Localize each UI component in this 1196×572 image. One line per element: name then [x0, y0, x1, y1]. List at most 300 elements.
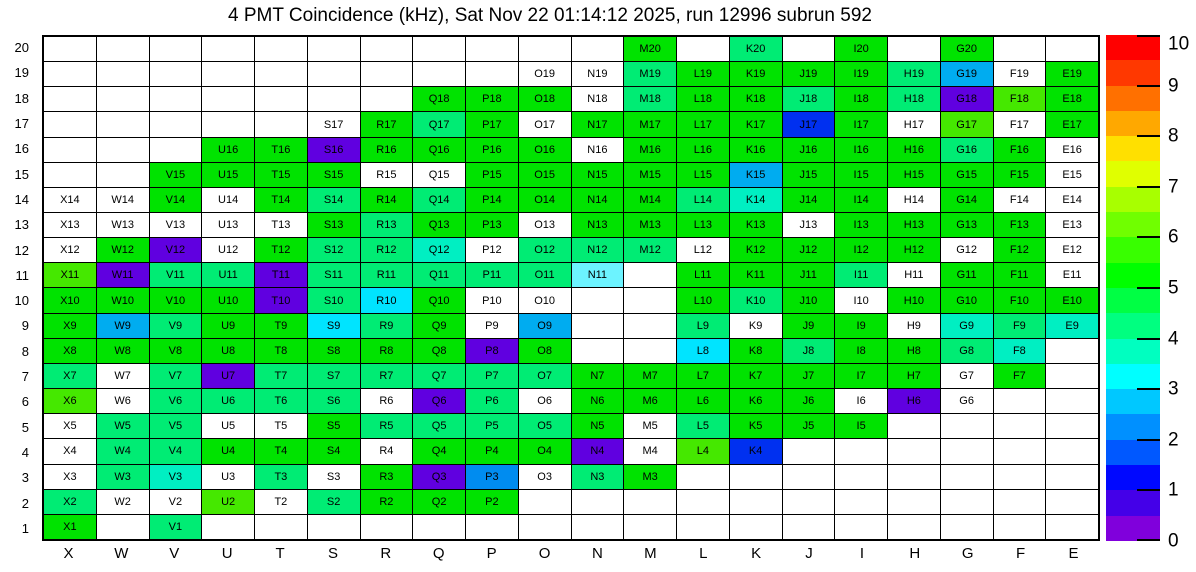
x-axis-tick-label: I	[859, 545, 865, 562]
grid-cell: F9	[994, 314, 1046, 338]
grid-cell	[519, 515, 571, 539]
colorbar-tick	[1137, 135, 1160, 137]
grid-cell: U6	[202, 389, 254, 413]
y-axis-tick-label: 7	[21, 369, 29, 385]
grid-cell: H8	[888, 339, 940, 363]
x-axis-tick-label: J	[805, 545, 813, 562]
grid-cell: R17	[361, 112, 413, 136]
grid-cell: W3	[97, 465, 149, 489]
colorbar-tick	[1137, 489, 1160, 491]
grid-cell	[888, 465, 940, 489]
grid-cell: V8	[150, 339, 202, 363]
grid-cell: K14	[730, 188, 782, 212]
grid-cell: Q15	[413, 163, 465, 187]
grid-cell	[994, 414, 1046, 438]
grid-cell: H7	[888, 364, 940, 388]
grid-cell: O7	[519, 364, 571, 388]
grid-cell: S10	[308, 288, 360, 312]
grid-cell: U3	[202, 465, 254, 489]
grid-cell: X14	[44, 188, 96, 212]
grid-cell: G12	[941, 238, 993, 262]
grid-cell	[1046, 465, 1098, 489]
x-axis-tick-label: X	[63, 545, 74, 562]
y-axis-tick-label: 9	[21, 318, 29, 334]
grid-cell	[97, 62, 149, 86]
grid-cell: E16	[1046, 138, 1098, 162]
grid-cell: S5	[308, 414, 360, 438]
y-axis-tick-label: 2	[21, 495, 29, 511]
grid-cell: R5	[361, 414, 413, 438]
grid-cell: G17	[941, 112, 993, 136]
grid-cell: I20	[835, 37, 887, 61]
grid-cell	[572, 288, 624, 312]
grid-cell: U10	[202, 288, 254, 312]
grid-cell: M3	[624, 465, 676, 489]
grid-cell	[783, 439, 835, 463]
x-axis-tick-label: T	[275, 545, 285, 562]
grid-cell: R15	[361, 163, 413, 187]
grid-cell	[202, 87, 254, 111]
grid-cell: M14	[624, 188, 676, 212]
figure-title: 4 PMT Coincidence (kHz), Sat Nov 22 01:14:12 2025, run 12996 subrun 592	[228, 5, 872, 26]
grid-cell: O12	[519, 238, 571, 262]
grid-cell	[783, 37, 835, 61]
grid-cell: I14	[835, 188, 887, 212]
grid-cell: W6	[97, 389, 149, 413]
grid-cell	[941, 490, 993, 514]
grid-cell	[1046, 389, 1098, 413]
grid-cell: R7	[361, 364, 413, 388]
grid-cell	[202, 515, 254, 539]
grid-cell: P2	[466, 490, 518, 514]
y-axis-tick-label: 18	[14, 90, 29, 106]
grid-cell: P13	[466, 213, 518, 237]
grid-cell: K9	[730, 314, 782, 338]
grid-cell	[97, 87, 149, 111]
colorbar-tick	[1137, 236, 1160, 238]
grid-cell: X6	[44, 389, 96, 413]
grid-cell: M5	[624, 414, 676, 438]
grid-cell	[150, 62, 202, 86]
grid-cell	[44, 37, 96, 61]
colorbar-tick	[1137, 35, 1160, 37]
grid-cell	[519, 490, 571, 514]
colorbar-tick	[1137, 539, 1160, 541]
grid-cell	[97, 163, 149, 187]
grid-cell: N3	[572, 465, 624, 489]
grid-cell: X1	[44, 515, 96, 539]
grid-cell: T9	[255, 314, 307, 338]
grid-cell: R16	[361, 138, 413, 162]
grid-cell: U8	[202, 339, 254, 363]
grid-cell	[202, 112, 254, 136]
grid-cell	[888, 515, 940, 539]
grid-cell: S11	[308, 263, 360, 287]
grid-cell: V4	[150, 439, 202, 463]
grid-cell: W8	[97, 339, 149, 363]
grid-cell: P12	[466, 238, 518, 262]
grid-cell: F16	[994, 138, 1046, 162]
grid-cell: M17	[624, 112, 676, 136]
grid-cell: E11	[1046, 263, 1098, 287]
grid-cell: Q14	[413, 188, 465, 212]
grid-cell: J19	[783, 62, 835, 86]
grid-cell: J13	[783, 213, 835, 237]
grid-cell: E9	[1046, 314, 1098, 338]
grid-cell	[97, 112, 149, 136]
grid-cell: N5	[572, 414, 624, 438]
grid-cell: S2	[308, 490, 360, 514]
grid-cell: I9	[835, 314, 887, 338]
grid-cell	[941, 465, 993, 489]
grid-cell: N19	[572, 62, 624, 86]
grid-cell: L14	[677, 188, 729, 212]
grid-cell: L6	[677, 389, 729, 413]
grid-cell: S7	[308, 364, 360, 388]
colorbar-tick	[1137, 287, 1160, 289]
grid-cell: K12	[730, 238, 782, 262]
grid-cell: K5	[730, 414, 782, 438]
grid-cell: P8	[466, 339, 518, 363]
grid-cell: X9	[44, 314, 96, 338]
grid-cell	[835, 465, 887, 489]
grid-cell: W4	[97, 439, 149, 463]
grid-cell: N11	[572, 263, 624, 287]
grid-cell: Q3	[413, 465, 465, 489]
grid-cell: P18	[466, 87, 518, 111]
grid-cell: H9	[888, 314, 940, 338]
grid-cell: R3	[361, 465, 413, 489]
grid-cell: L4	[677, 439, 729, 463]
grid-cell: Q6	[413, 389, 465, 413]
grid-cell: W10	[97, 288, 149, 312]
colorbar-tick-value: 1	[1168, 479, 1179, 501]
grid-cell: V13	[150, 213, 202, 237]
y-axis-tick-label: 12	[14, 242, 29, 258]
grid-cell: V14	[150, 188, 202, 212]
grid-cell: W5	[97, 414, 149, 438]
colorbar-tick	[1137, 388, 1160, 390]
grid-cell: P5	[466, 414, 518, 438]
grid-cell: G10	[941, 288, 993, 312]
grid-cell	[150, 138, 202, 162]
grid-cell: G18	[941, 87, 993, 111]
grid-cell	[202, 37, 254, 61]
grid-cell: G6	[941, 389, 993, 413]
grid-cell	[361, 515, 413, 539]
grid-cell: N4	[572, 439, 624, 463]
grid-cell: U11	[202, 263, 254, 287]
grid-cell	[994, 389, 1046, 413]
grid-cell	[888, 37, 940, 61]
grid-cell: K13	[730, 213, 782, 237]
grid-cell: M18	[624, 87, 676, 111]
grid-cell: F12	[994, 238, 1046, 262]
grid-cell: I10	[835, 288, 887, 312]
grid-cell: X3	[44, 465, 96, 489]
grid-cell: N6	[572, 389, 624, 413]
grid-cell	[730, 515, 782, 539]
grid-cell	[150, 112, 202, 136]
grid-cell	[994, 439, 1046, 463]
y-axis-tick-label: 10	[14, 293, 29, 309]
grid-cell: L5	[677, 414, 729, 438]
y-axis-tick-label: 4	[21, 444, 29, 460]
y-axis-labels	[0, 35, 36, 541]
grid-cell	[466, 62, 518, 86]
grid-cell: O17	[519, 112, 571, 136]
grid-cell: V12	[150, 238, 202, 262]
grid-cell	[44, 112, 96, 136]
colorbar-tick-value: 5	[1168, 277, 1179, 299]
grid-cell	[994, 465, 1046, 489]
grid-cell: I16	[835, 138, 887, 162]
grid-cell	[361, 87, 413, 111]
grid-cell	[361, 37, 413, 61]
grid-cell	[308, 62, 360, 86]
grid-cell: P17	[466, 112, 518, 136]
grid-cell: Q9	[413, 314, 465, 338]
grid-cell	[624, 263, 676, 287]
grid-cell: L8	[677, 339, 729, 363]
grid-cell: L16	[677, 138, 729, 162]
grid-cell: W2	[97, 490, 149, 514]
colorbar-tick	[1137, 439, 1160, 441]
grid-cell: J11	[783, 263, 835, 287]
grid-cell	[730, 465, 782, 489]
grid-cell: Q13	[413, 213, 465, 237]
y-axis-tick-label: 20	[14, 40, 29, 56]
grid-cell: K18	[730, 87, 782, 111]
grid-cell: K7	[730, 364, 782, 388]
x-axis-tick-label: P	[486, 545, 497, 562]
grid-cell	[572, 314, 624, 338]
grid-cell: J10	[783, 288, 835, 312]
grid-cell: P10	[466, 288, 518, 312]
grid-cell: O3	[519, 465, 571, 489]
grid-cell: X7	[44, 364, 96, 388]
colorbar-tick-value: 7	[1168, 176, 1179, 198]
grid-cell: Q12	[413, 238, 465, 262]
grid-cell	[624, 490, 676, 514]
grid-cell: K8	[730, 339, 782, 363]
grid-cell	[1046, 515, 1098, 539]
grid-cell	[308, 37, 360, 61]
grid-cell: G15	[941, 163, 993, 187]
grid-cell: V5	[150, 414, 202, 438]
colorbar-tick-value: 10	[1168, 33, 1190, 55]
grid-cell: Q17	[413, 112, 465, 136]
grid-cell: G19	[941, 62, 993, 86]
grid-cell: L9	[677, 314, 729, 338]
grid-cell: U9	[202, 314, 254, 338]
grid-cell	[994, 490, 1046, 514]
grid-cell: T12	[255, 238, 307, 262]
grid-cell: T4	[255, 439, 307, 463]
x-axis-tick-label: S	[327, 545, 338, 562]
grid-cell: S12	[308, 238, 360, 262]
grid-cell	[44, 87, 96, 111]
grid-cell: U7	[202, 364, 254, 388]
grid-cell: U13	[202, 213, 254, 237]
grid-cell	[572, 490, 624, 514]
grid-cell: T16	[255, 138, 307, 162]
y-axis-tick-label: 11	[15, 267, 29, 283]
grid-cell	[624, 339, 676, 363]
colorbar-tick-value: 4	[1168, 328, 1179, 350]
grid-cell: J15	[783, 163, 835, 187]
grid-cell: M15	[624, 163, 676, 187]
grid-cell	[255, 515, 307, 539]
grid-cell: X8	[44, 339, 96, 363]
grid-cell: L10	[677, 288, 729, 312]
grid-cell: I7	[835, 364, 887, 388]
grid-cell: V3	[150, 465, 202, 489]
grid-cell: N15	[572, 163, 624, 187]
x-axis-tick-label: M	[644, 545, 657, 562]
grid-cell: Q7	[413, 364, 465, 388]
grid-cell	[466, 37, 518, 61]
grid-cell: H18	[888, 87, 940, 111]
grid-cell: X11	[44, 263, 96, 287]
grid-cell: I18	[835, 87, 887, 111]
grid-cell: Q4	[413, 439, 465, 463]
grid-cell: T10	[255, 288, 307, 312]
grid-cell: R6	[361, 389, 413, 413]
x-axis-labels	[42, 545, 1100, 565]
y-axis-tick-label: 14	[14, 191, 29, 207]
grid-cell	[677, 465, 729, 489]
grid-cell: O6	[519, 389, 571, 413]
grid-cell: R14	[361, 188, 413, 212]
grid-cell: K17	[730, 112, 782, 136]
grid-cell: P16	[466, 138, 518, 162]
grid-cell	[624, 288, 676, 312]
grid-cell: M16	[624, 138, 676, 162]
y-axis-tick-label: 17	[14, 116, 29, 132]
grid-cell: S15	[308, 163, 360, 187]
grid-cell	[941, 515, 993, 539]
grid-cell: N16	[572, 138, 624, 162]
grid-cell: J18	[783, 87, 835, 111]
grid-cell	[888, 490, 940, 514]
colorbar-tick	[1137, 85, 1160, 87]
grid-cell: T14	[255, 188, 307, 212]
grid-cell: M7	[624, 364, 676, 388]
grid-cell: H10	[888, 288, 940, 312]
grid-cell: K20	[730, 37, 782, 61]
grid-cell: J9	[783, 314, 835, 338]
grid-cell: O18	[519, 87, 571, 111]
grid-cell: G20	[941, 37, 993, 61]
grid-cell: W9	[97, 314, 149, 338]
grid-cell: J12	[783, 238, 835, 262]
grid-cell: U12	[202, 238, 254, 262]
grid-cell: O8	[519, 339, 571, 363]
grid-cell: L11	[677, 263, 729, 287]
colorbar-tick	[1137, 186, 1160, 188]
grid-cell	[572, 37, 624, 61]
grid-cell: J7	[783, 364, 835, 388]
grid-cell: I12	[835, 238, 887, 262]
y-axis-tick-label: 13	[14, 217, 29, 233]
grid-cell: S4	[308, 439, 360, 463]
grid-cell: O5	[519, 414, 571, 438]
grid-cell	[44, 62, 96, 86]
grid-cell: Q10	[413, 288, 465, 312]
grid-cell: U5	[202, 414, 254, 438]
grid-cell: I15	[835, 163, 887, 187]
grid-cell: Q8	[413, 339, 465, 363]
grid-cell: Q2	[413, 490, 465, 514]
grid-cell: T3	[255, 465, 307, 489]
grid-cell: K19	[730, 62, 782, 86]
grid-cell: I17	[835, 112, 887, 136]
grid-cell: N13	[572, 213, 624, 237]
grid-cell: G14	[941, 188, 993, 212]
grid-cell: V1	[150, 515, 202, 539]
grid-cell: H6	[888, 389, 940, 413]
grid-cell: T5	[255, 414, 307, 438]
grid-cell	[413, 62, 465, 86]
grid-cell: S6	[308, 389, 360, 413]
grid-cell: P3	[466, 465, 518, 489]
grid-cell	[1046, 490, 1098, 514]
grid-cell	[835, 490, 887, 514]
heatmap-grid	[42, 35, 1100, 541]
grid-cell: K15	[730, 163, 782, 187]
grid-cell: J14	[783, 188, 835, 212]
grid-cell	[466, 515, 518, 539]
grid-cell	[941, 414, 993, 438]
grid-cell: X5	[44, 414, 96, 438]
grid-cell	[677, 515, 729, 539]
grid-cell: O11	[519, 263, 571, 287]
grid-cell	[888, 439, 940, 463]
grid-cell: K10	[730, 288, 782, 312]
grid-cell: J6	[783, 389, 835, 413]
grid-cell: J8	[783, 339, 835, 363]
x-axis-tick-label: R	[380, 545, 392, 562]
grid-cell	[1046, 414, 1098, 438]
grid-cell	[413, 515, 465, 539]
x-axis-tick-label: N	[592, 545, 603, 562]
grid-cell: U2	[202, 490, 254, 514]
grid-cell: P9	[466, 314, 518, 338]
x-axis-tick-label: K	[751, 545, 762, 562]
grid-cell: O16	[519, 138, 571, 162]
grid-cell: T11	[255, 263, 307, 287]
y-axis-tick-label: 5	[21, 419, 29, 435]
grid-cell: R9	[361, 314, 413, 338]
grid-cell: U4	[202, 439, 254, 463]
grid-cell	[783, 515, 835, 539]
grid-cell: M20	[624, 37, 676, 61]
grid-cell: P14	[466, 188, 518, 212]
grid-cell: Q18	[413, 87, 465, 111]
colorbar-tick-value: 9	[1168, 75, 1179, 97]
grid-cell: X10	[44, 288, 96, 312]
grid-cell: E10	[1046, 288, 1098, 312]
grid-cell	[1046, 439, 1098, 463]
grid-cell	[783, 465, 835, 489]
grid-cell	[308, 87, 360, 111]
grid-cell: O19	[519, 62, 571, 86]
grid-cell: S8	[308, 339, 360, 363]
grid-cell: L17	[677, 112, 729, 136]
grid-cell: J17	[783, 112, 835, 136]
grid-cell	[677, 37, 729, 61]
